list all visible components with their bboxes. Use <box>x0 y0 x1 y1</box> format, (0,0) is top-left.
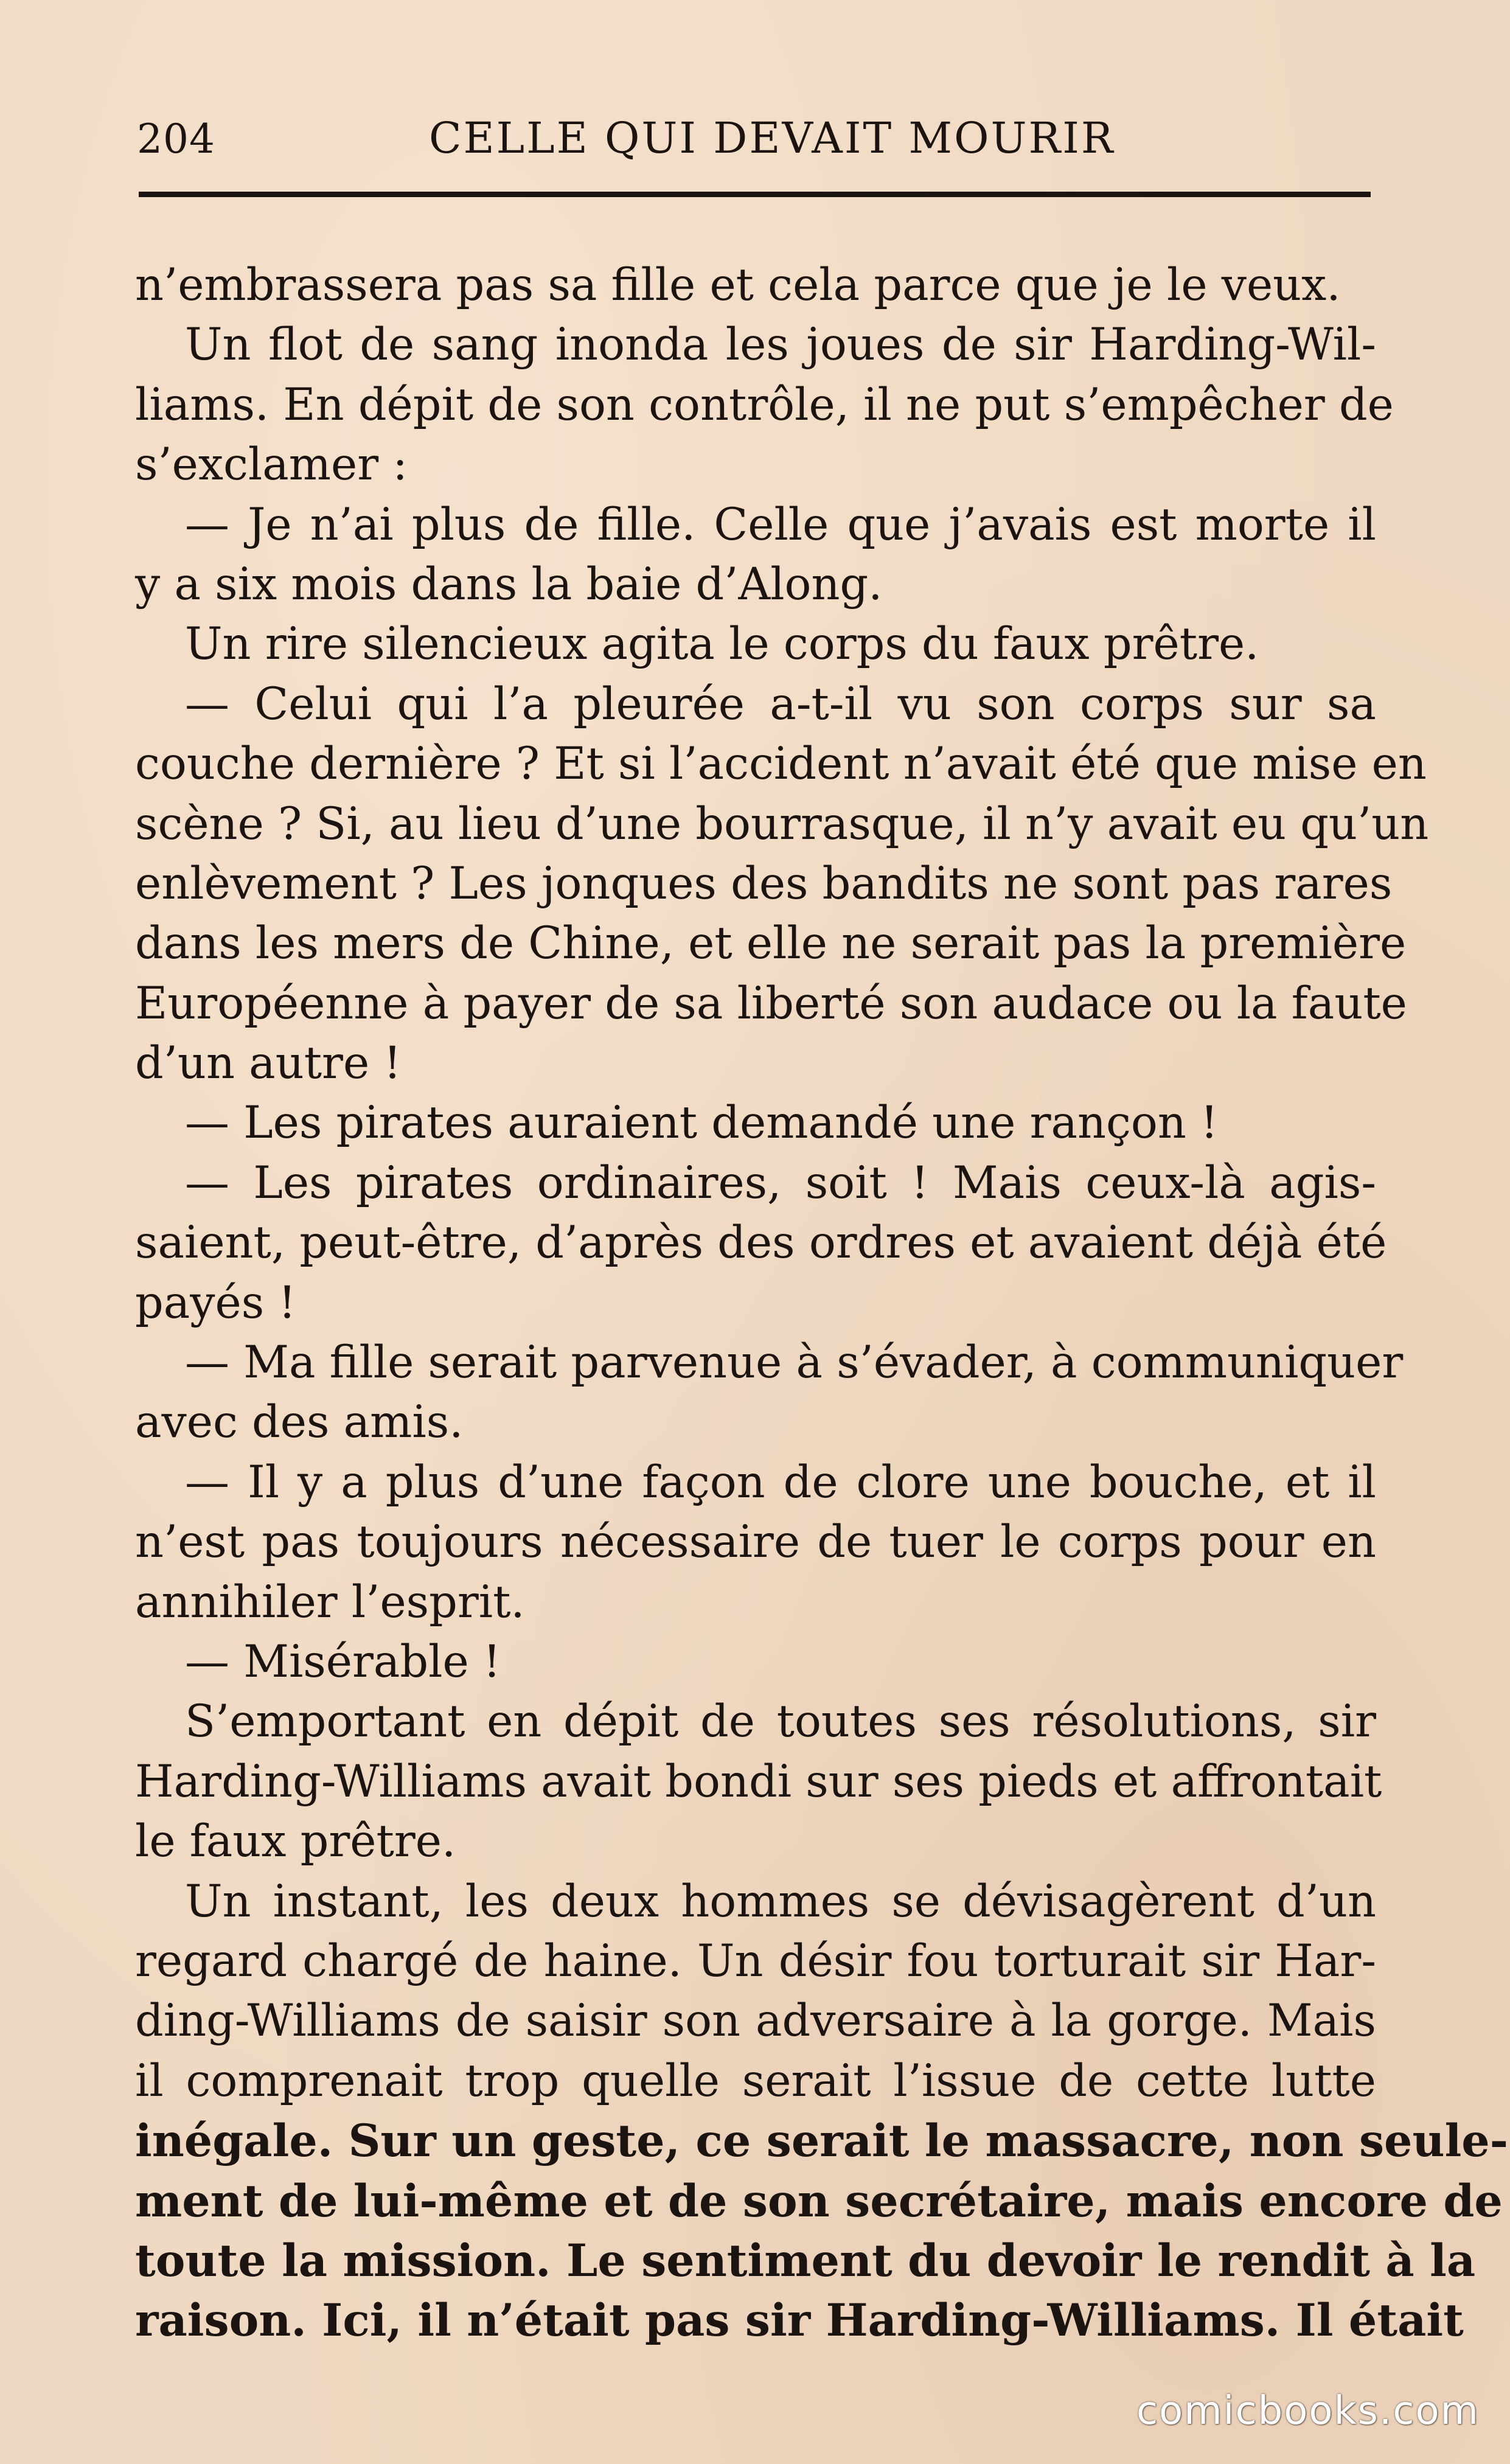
text-line: toute la mission. Le sentiment du devoir le rendit à la <box>135 2234 1476 2287</box>
text-line: s’exclamer : <box>135 439 408 491</box>
text-line: — Il y a plus d’une façon de clore une bouche, et il <box>185 1456 1376 1508</box>
text-line: Un instant, les deux hommes se dévisagèrent d’un <box>185 1875 1376 1927</box>
text-line: payés ! <box>135 1276 296 1329</box>
page-header <box>137 110 1372 176</box>
text-line: enlèvement ? Les jonques des bandits ne sont pas rares <box>135 857 1393 910</box>
running-title: CELLE QUI DEVAIT MOURIR <box>429 113 1115 163</box>
text-line: d’un autre ! <box>135 1037 402 1090</box>
watermark: comicbooks.com <box>1136 2389 1480 2434</box>
text-line: n’est pas toujours nécessaire de tuer le corps pour en <box>135 1516 1376 1568</box>
page-number: 204 <box>137 116 215 162</box>
text-line: il comprenait trop quelle serait l’issue de cette lutte <box>135 2055 1376 2107</box>
text-line: dans les mers de Chine, et elle ne serait pas la première <box>135 917 1407 970</box>
text-line: — Les pirates ordinaires, soit ! Mais ceux-là agis- <box>185 1157 1376 1209</box>
text-line: y a six mois dans la baie d’Along. <box>135 558 883 610</box>
text-line: ding-Williams de saisir son adversaire à la gorge. Mais <box>135 1995 1376 2047</box>
header-rule <box>139 192 1371 197</box>
body-text <box>135 256 1509 2351</box>
text-line: inégale. Sur un geste, ce serait le massacre, non seule- <box>135 2115 1509 2168</box>
text-line: le faux prêtre. <box>135 1815 456 1868</box>
text-line: scène ? Si, au lieu d’une bourrasque, il n’y avait eu qu’un <box>135 798 1429 850</box>
text-line: liams. En dépit de son contrôle, il ne put s’empêcher de <box>135 378 1394 431</box>
text-line: — Je n’ai plus de fille. Celle que j’avais est morte il <box>185 498 1376 551</box>
text-line: — Misérable ! <box>185 1635 501 1688</box>
text-line: Harding-Williams avait bondi sur ses pieds et affrontait <box>135 1755 1382 1808</box>
text-line: annihiler l’esprit. <box>135 1576 525 1628</box>
text-line: couche dernière ? Et si l’accident n’avait été que mise en <box>135 738 1427 790</box>
text-line: S’emportant en dépit de toutes ses résolutions, sir <box>185 1696 1376 1748</box>
text-line: — Celui qui l’a pleurée a-t-il vu son corps sur sa <box>185 678 1376 730</box>
text-line: saient, peut-être, d’après des ordres et avaient déjà été <box>135 1217 1387 1269</box>
text-line: Européenne à payer de sa liberté son audace ou la faute <box>135 977 1407 1029</box>
text-line: Un rire silencieux agita le corps du faux prêtre. <box>185 618 1259 670</box>
text-line: n’embrassera pas sa fille et cela parce que je le veux. <box>135 259 1341 311</box>
text-line: regard chargé de haine. Un désir fou torturait sir Har- <box>135 1935 1376 1987</box>
text-line: — Les pirates auraient demandé une rançon ! <box>185 1097 1219 1149</box>
text-line: Un flot de sang inonda les joues de sir Harding-Wil- <box>185 319 1376 371</box>
text-line: ment de lui-même et de son secrétaire, mais encore de <box>135 2174 1503 2227</box>
text-line: — Ma fille serait parvenue à s’évader, à communiquer <box>185 1337 1404 1389</box>
text-line: avec des amis. <box>135 1396 464 1449</box>
text-line: raison. Ici, il n’était pas sir Harding-Williams. Il était <box>135 2294 1464 2347</box>
